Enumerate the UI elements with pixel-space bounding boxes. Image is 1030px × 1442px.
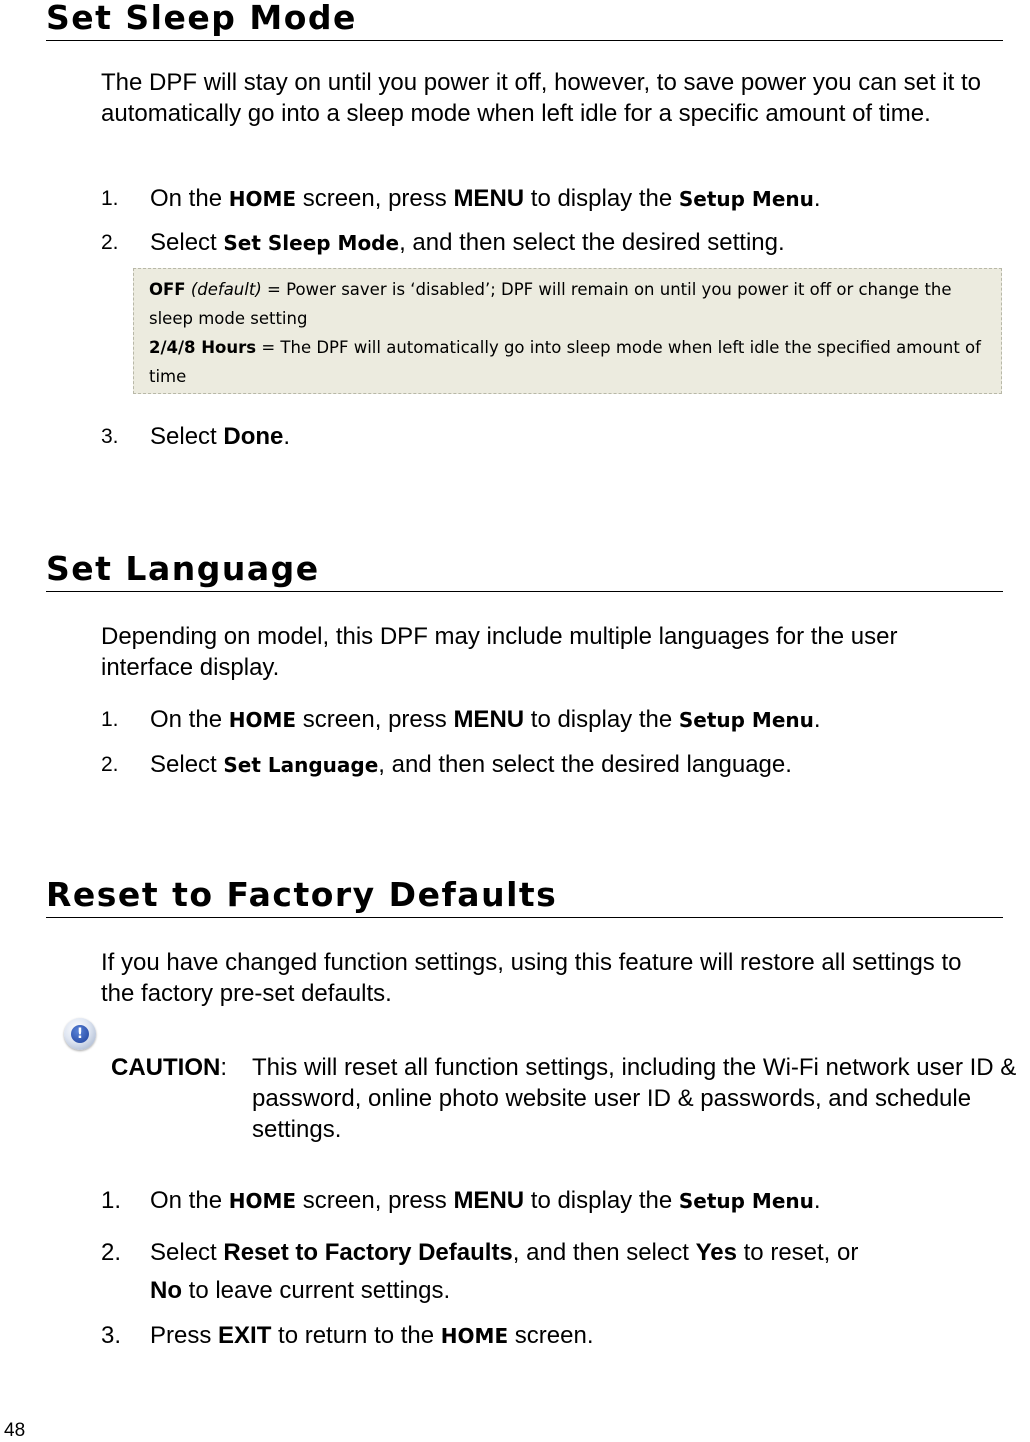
step-number: 2.: [101, 1239, 122, 1266]
step-text: Select Done.: [150, 423, 291, 450]
step-text: On the HOME screen, press MENU to display the Setup Menu.: [150, 706, 821, 733]
caution-text: This will reset all function settings, including the Wi-Fi network user ID & password, online photo website user ID & passwords, and schedule settings.: [252, 1054, 1017, 1143]
sleep-mode-options-note: OFF (default) = Power saver is ‘disabled’; DPF will remain on until you power it off or change the sleep mode setting 2/4/8 Hours = The DPF will automatically go into sleep mode when left idle the specified amount of time: [133, 268, 1002, 394]
step-text: Select Set Language, and then select the desired language.: [150, 751, 792, 778]
step-number: 1.: [101, 708, 119, 731]
step-text: Press EXIT to return to the HOME screen.: [150, 1322, 594, 1349]
language-intro: Depending on model, this DPF may include multiple languages for the user interface display.: [101, 623, 898, 681]
step-number: 1.: [101, 1187, 122, 1214]
step-text: On the HOME screen, press MENU to display the Setup Menu.: [150, 1187, 821, 1214]
caution-label: CAUTION:: [111, 1054, 227, 1081]
step-number: 1.: [101, 187, 119, 210]
page-number: 48: [4, 1420, 26, 1441]
step-number: 2.: [101, 753, 119, 776]
section-heading-factory-reset: Reset to Factory Defaults: [46, 877, 1003, 918]
step-number: 3.: [101, 1322, 122, 1349]
step-text: Select Reset to Factory Defaults, and then select Yes to reset, or No to leave current settings.: [150, 1239, 859, 1304]
factory-reset-intro: If you have changed function settings, using this feature will restore all settings to the factory pre-set defaults.: [101, 949, 962, 1007]
section-heading-sleep-mode: Set Sleep Mode: [46, 0, 1003, 41]
step-text: On the HOME screen, press MENU to display the Setup Menu.: [150, 185, 821, 212]
caution-icon: !: [64, 1018, 96, 1050]
section-heading-language: Set Language: [46, 551, 1003, 592]
sleep-mode-intro: The DPF will stay on until you power it off, however, to save power you can set it to automatically go into a sleep mode when left idle for a specific amount of time.: [101, 69, 981, 127]
step-number: 3.: [101, 425, 119, 448]
step-text: Select Set Sleep Mode, and then select the desired setting.: [150, 229, 785, 256]
step-number: 2.: [101, 231, 119, 254]
